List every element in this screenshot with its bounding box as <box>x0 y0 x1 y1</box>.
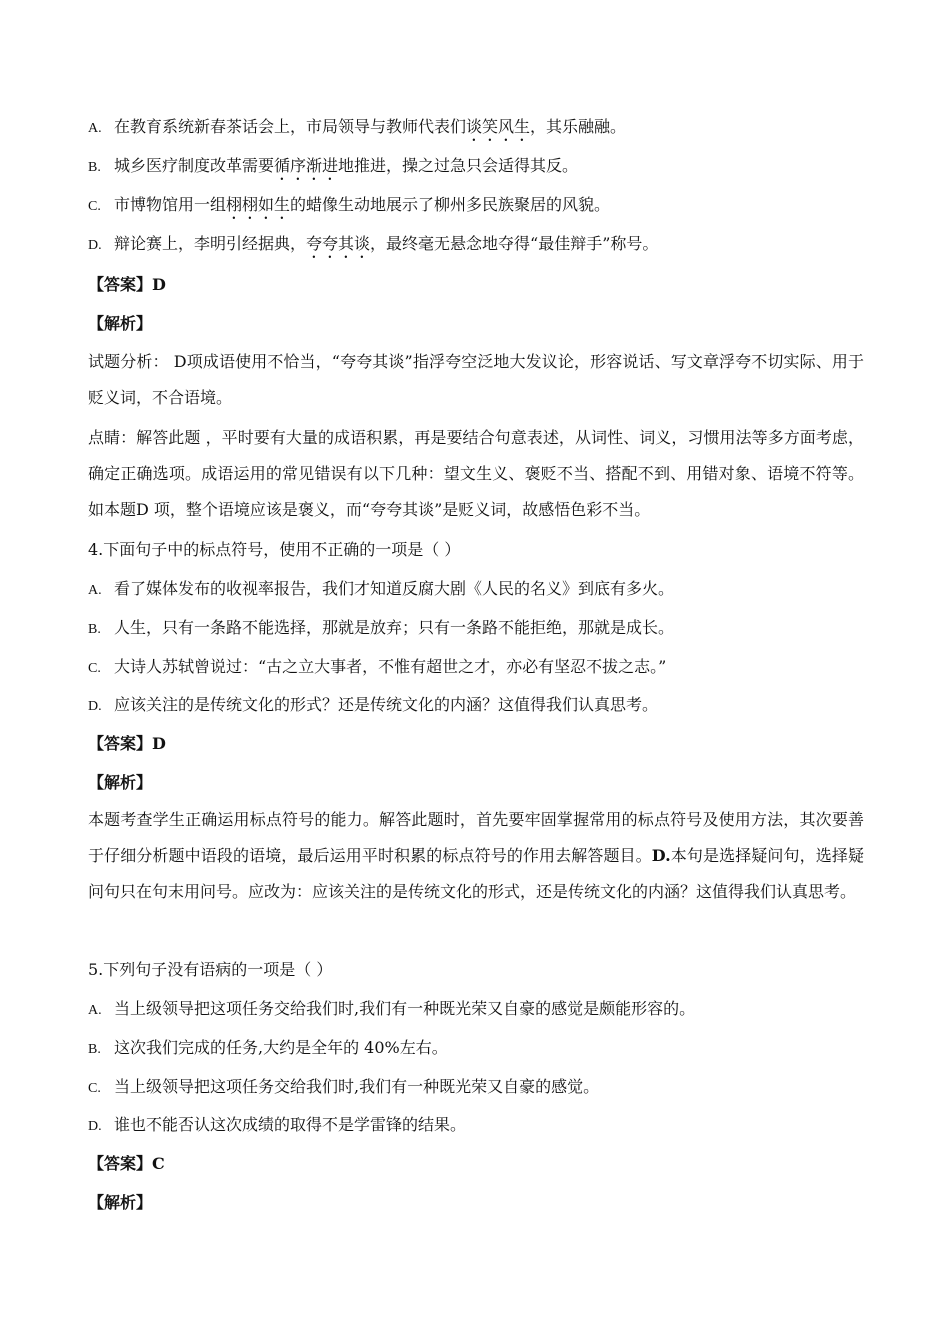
q5-option-d: D. 谁也不能否认这次成绩的取得不是学雷锋的结果。 <box>88 1115 467 1134</box>
q3-option-c: C. 市博物馆用一组栩栩如生的蜡像生动地展示了柳州多民族聚居的风貌。 <box>88 195 611 214</box>
q5-answer: 【答案】C <box>88 1154 165 1173</box>
emphasized-idiom: 谈笑风生 <box>466 117 531 136</box>
q3-analysis-text: 试题分析： D项成语使用不恰当，“夸夸其谈”指浮夸空泛地大发议论，形容说话、写文章浮夸不切实际、用于贬义词，不合语境。 <box>88 352 864 407</box>
q5-option-a: A. 当上级领导把这项任务交给我们时,我们有一种既光荣又自豪的感觉是颇能形容的。 <box>88 999 696 1018</box>
q4-option-b: B. 人生，只有一条路不能选择，那就是放弃；只有一条路不能拒绝，那就是成长。 <box>88 618 675 637</box>
q3-option-a: A. 在教育系统新春茶话会上，市局领导与教师代表们谈笑风生，其乐融融。 <box>88 117 627 136</box>
emphasized-idiom: 循序渐进 <box>274 156 339 175</box>
q5-option-b: B. 这次我们完成的任务,大约是全年的 40%左右。 <box>88 1038 448 1057</box>
q4-answer: 【答案】D <box>88 734 166 753</box>
q4-option-d: D. 应该关注的是传统文化的形式？还是传统文化的内涵？这值得我们认真思考。 <box>88 695 659 714</box>
q5-analysis-heading: 【解析】 <box>88 1193 153 1212</box>
q4-title: 4.下面句子中的标点符号，使用不正确的一项是（ ） <box>88 540 461 559</box>
q3-tip-text: 点睛：解答此题 ，平时要有大量的成语积累，再是要结合句意表述，从词性、词义，习惯用法等多方面考虑，确定正确选项。成语运用的常见错误有以下几种：望文生义、褒贬不当、搭配不到、用错对象、语境不符等。如本题D 项，整个语境应该是褒义，而“夸夸其谈”是贬义词，故感悟色彩不当。 <box>88 428 864 519</box>
q5-title: 5.下列句子没有语病的一项是（ ） <box>88 960 333 979</box>
q4-option-c: C. 大诗人苏轼曾说过：“古之立大事者，不惟有超世之才，亦必有坚忍不拔之志。” <box>88 657 667 676</box>
q3-analysis-heading: 【解析】 <box>88 314 153 333</box>
q3-option-d: D. 辩论赛上，李明引经据典，夸夸其谈，最终毫无悬念地夺得“最佳辩手”称号。 <box>88 234 659 253</box>
q5-option-c: C. 当上级领导把这项任务交给我们时,我们有一种既光荣又自豪的感觉。 <box>88 1077 600 1096</box>
q3-answer: 【答案】D <box>88 275 166 294</box>
q3-option-b: B. 城乡医疗制度改革需要循序渐进地推进，操之过急只会适得其反。 <box>88 156 579 175</box>
q4-analysis-text: 本题考查学生正确运用标点符号的能力。解答此题时，首先要牢固掌握常用的标点符号及使用方法，其次要善于仔细分析题中语段的语境，最后运用平时积累的标点符号的作用去解答题目。D.本句是选择疑问句，选择疑问句只在句末用问号。应改为：应该关注的是传统文化的形式，还是传统文化的内涵？这值得我们认真思考。 <box>88 810 864 901</box>
q4-analysis-heading: 【解析】 <box>88 773 153 792</box>
emphasized-idiom: 夸夸其谈 <box>306 234 371 253</box>
q4-option-a: A. 看了媒体发布的收视率报告，我们才知道反腐大剧《人民的名义》到底有多火。 <box>88 579 675 598</box>
emphasized-idiom: 栩栩如生 <box>226 195 291 214</box>
